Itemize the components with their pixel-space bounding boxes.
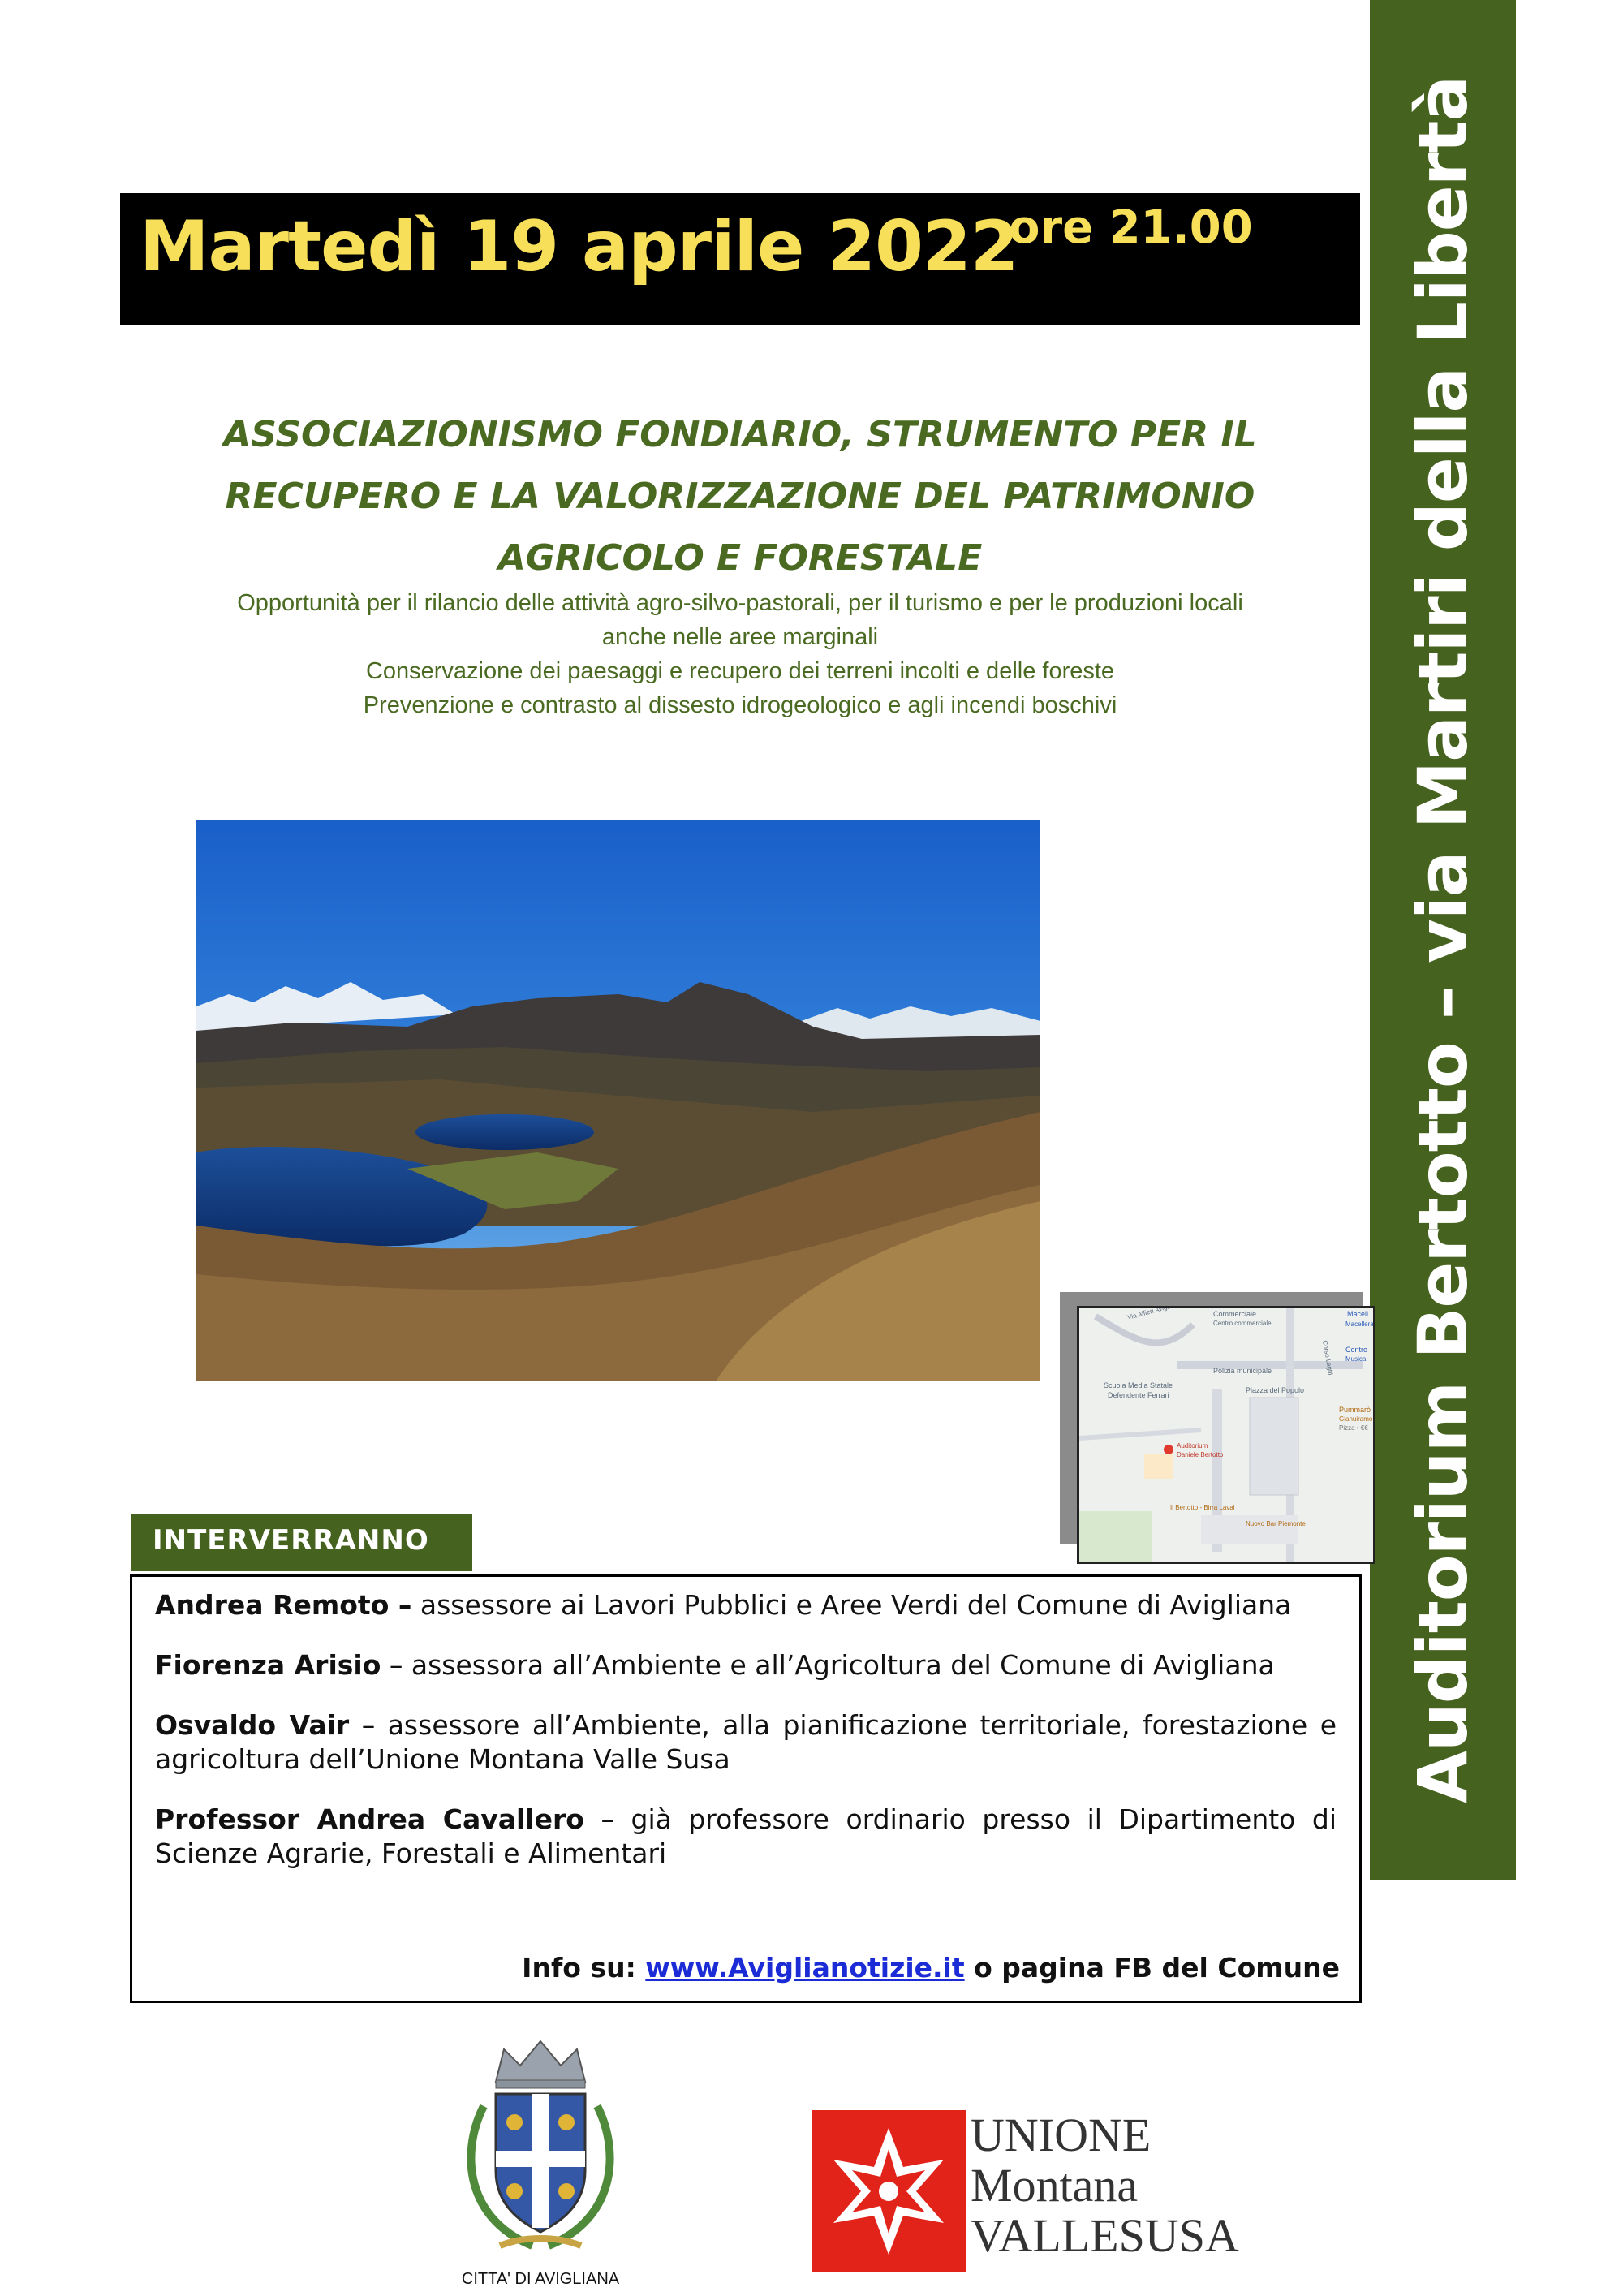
headline-line: RECUPERO E LA VALORIZZAZIONE DEL PATRIMONIO bbox=[225, 476, 1255, 517]
map-label: Macellera bbox=[1345, 1320, 1373, 1328]
map-label: Commerciale bbox=[1213, 1310, 1257, 1318]
unione-montana-logo bbox=[812, 2109, 1239, 2272]
map-label: Gianuiramo bbox=[1339, 1415, 1373, 1423]
landscape-photo bbox=[196, 820, 1040, 1381]
map-label: Il Bertotto - Birra Laval bbox=[1170, 1504, 1235, 1511]
speaker-entry bbox=[155, 1648, 1337, 1682]
map-label: Macell bbox=[1347, 1310, 1369, 1318]
speaker-role: – assessore all’Ambiente, alla pianificazione territoriale, forestazione e agricoltura dell’Unione Montana Valle Susa bbox=[155, 1709, 1337, 1775]
speaker-role: – assessora all’Ambiente e all’Agricoltura del Comune di Avigliana bbox=[381, 1649, 1275, 1681]
map-label: Pummarò bbox=[1339, 1406, 1371, 1414]
map-label: Piazza del Popolo bbox=[1246, 1386, 1305, 1394]
map-label: Nuovo Bar Piemonte bbox=[1246, 1520, 1306, 1527]
map-label: Musica bbox=[1345, 1355, 1367, 1363]
speakers-heading bbox=[131, 1514, 472, 1571]
speaker-role: – già professore ordinario presso il Dipartimento di Scienze Agrarie, Forestali e Alimentari bbox=[155, 1803, 1337, 1869]
event-headline bbox=[120, 404, 1360, 589]
headline-line: AGRICOLO E FORESTALE bbox=[497, 537, 983, 579]
speaker-entry bbox=[155, 1803, 1337, 1871]
map-label: Polizia municipale bbox=[1213, 1367, 1272, 1375]
map-graphic bbox=[1079, 1308, 1373, 1562]
headline-line: ASSOCIAZIONISMO FONDIARIO, STRUMENTO PER IL bbox=[223, 414, 1257, 455]
speaker-name: Andrea Remoto – bbox=[155, 1589, 412, 1621]
subtitle-line: Opportunità per il rilancio delle attività agro-silvo-pastorali, per il turismo e per le produzioni locali bbox=[237, 590, 1243, 616]
date-banner bbox=[120, 193, 1360, 325]
subtitle-line: Prevenzione e contrasto al dissesto idrogeologico e agli incendi boschivi bbox=[363, 692, 1117, 718]
avigliana-logo bbox=[451, 2033, 630, 2296]
speaker-name: Osvaldo Vair bbox=[155, 1709, 350, 1741]
speaker-role: assessore ai Lavori Pubblici e Aree Verdi del Comune di Avigliana bbox=[411, 1589, 1292, 1621]
unione-line: UNIONE bbox=[971, 2109, 1152, 2161]
venue-label: Auditorium Bertotto – via Martiri della Libertà bbox=[1403, 75, 1483, 1804]
speaker-entry bbox=[155, 1588, 1337, 1622]
event-time: ore 21.00 bbox=[1009, 201, 1253, 254]
info-prefix: Info su: bbox=[522, 1952, 646, 1984]
speaker-name: Fiorenza Arisio bbox=[155, 1649, 381, 1681]
speakers-box bbox=[130, 1574, 1362, 2003]
map-label: Scuola Media Statale bbox=[1104, 1381, 1173, 1389]
subtitle-line: Conservazione dei paesaggi e recupero dei terreni incolti e delle foreste bbox=[365, 658, 1115, 684]
unione-line: Montana bbox=[971, 2159, 1139, 2212]
speaker-name: Professor Andrea Cavallero bbox=[155, 1803, 584, 1835]
avigliana-label: CITTA' DI AVIGLIANA bbox=[461, 2270, 620, 2288]
map-label: Centro bbox=[1345, 1346, 1368, 1354]
info-line bbox=[522, 1952, 1340, 1984]
subtitle-line: anche nelle aree marginali bbox=[601, 624, 879, 650]
speaker-entry bbox=[155, 1708, 1337, 1777]
website-link[interactable]: www.Aviglianotizie.it bbox=[645, 1952, 965, 1984]
speakers-heading-label: INTERVERRANNO bbox=[153, 1524, 429, 1557]
map-label: Defendente Ferrari bbox=[1108, 1391, 1169, 1399]
venue-band bbox=[1370, 0, 1516, 1880]
map-label: Daniele Bertotto bbox=[1177, 1451, 1224, 1458]
location-map[interactable] bbox=[1077, 1306, 1375, 1564]
map-pin-icon bbox=[1164, 1445, 1173, 1454]
city-crest-icon bbox=[451, 2033, 630, 2268]
unione-line: VALLESUSA bbox=[971, 2209, 1239, 2262]
info-suffix: o pagina FB del Comune bbox=[964, 1952, 1340, 1984]
event-subtitle bbox=[120, 586, 1360, 722]
map-label: Corso Laghi bbox=[1321, 1339, 1335, 1376]
event-date: Martedì 19 aprile 2022 bbox=[140, 206, 1018, 287]
map-label: Centro commerciale bbox=[1213, 1320, 1272, 1327]
unione-star-icon bbox=[812, 2110, 966, 2272]
map-label: Auditorium bbox=[1177, 1442, 1208, 1450]
unione-wordmark bbox=[971, 2110, 1239, 2261]
map-label: Pizza • €€ bbox=[1339, 1424, 1368, 1432]
